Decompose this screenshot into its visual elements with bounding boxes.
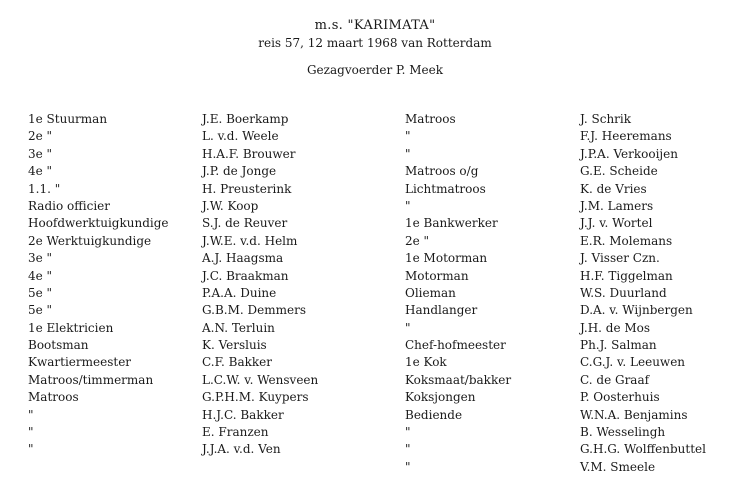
crew-name: C.F. Bakker (202, 355, 273, 370)
crew-name: H.A.F. Brouwer (202, 146, 296, 161)
crew-rank: Motorman (405, 268, 469, 283)
crew-name: F.J. Heeremans (580, 129, 672, 144)
crew-name: J.P. de Jonge (202, 164, 277, 179)
crew-rank: " (405, 320, 411, 335)
crew-name: K. Versluis (202, 338, 267, 353)
crew-rank: 4e " (28, 268, 53, 283)
crew-rank: 1e Stuurman (28, 112, 108, 126)
crew-ranks-right-column (405, 111, 511, 476)
crew-rank: " (405, 198, 411, 213)
crew-name: A.N. Terluin (202, 320, 275, 335)
crew-name: J.P.A. Verkooijen (580, 146, 678, 161)
crew-name: L. v.d. Weele (202, 129, 279, 144)
ship-title: m.s. "KARIMATA" (314, 18, 436, 33)
crew-rank: 5e " (28, 303, 53, 318)
crew-rank: Bootsman (28, 338, 89, 353)
crew-name: K. de Vries (580, 181, 647, 196)
crew-name: C. de Graaf (580, 372, 650, 387)
crew-name: J.W.E. v.d. Helm (202, 233, 298, 248)
crew-rank: 1e Motorman (405, 251, 488, 266)
crew-name: V.M. Smeele (580, 459, 656, 474)
crew-rank: Bediende (405, 407, 463, 422)
crew-name: W.N.A. Benjamins (580, 407, 688, 422)
crew-name: E.R. Molemans (580, 233, 673, 248)
captain-line: Gezagvoerder P. Meek (306, 63, 444, 77)
crew-name: J.C. Braakman (202, 268, 289, 283)
crew-rank: Chef-hofmeester (405, 338, 506, 353)
crew-name: J.J. v. Wortel (580, 216, 653, 231)
crew-rank: Matroos (405, 112, 456, 126)
crew-rank: 2e " (405, 233, 430, 248)
crew-rank: 2e Werktuigkundige (28, 233, 152, 248)
crew-name: W.S. Duurland (580, 285, 667, 300)
crew-rank: Matroos (28, 390, 79, 405)
crew-name: J.J.A. v.d. Ven (202, 442, 281, 457)
crew-rank: Koksjongen (405, 390, 476, 405)
crew-rank: Matroos/timmerman (28, 372, 154, 387)
crew-name: P.A.A. Duine (202, 285, 277, 300)
crew-name: J. Visser Czn. (580, 251, 660, 266)
crew-name: G.P.H.M. Kuypers (202, 390, 309, 405)
voyage-line: reis 57, 12 maart 1968 van Rotterdam (258, 36, 492, 50)
crew-rank: 5e " (28, 285, 53, 300)
crew-name: J.H. de Mos (580, 320, 651, 335)
crew-name: H. Preusterink (202, 181, 292, 196)
crew-rank: " (28, 407, 34, 422)
crew-rank: " (28, 425, 34, 440)
crew-rank: 4e " (28, 164, 53, 179)
crew-rank: " (405, 459, 411, 474)
crew-name: C.G.J. v. Leeuwen (580, 355, 686, 370)
crew-name: H.J.C. Bakker (202, 407, 284, 422)
crew-name: G.E. Scheide (580, 164, 658, 179)
crew-rank: " (405, 146, 411, 161)
crew-rank: Olieman (405, 285, 456, 300)
crew-rank: " (28, 442, 34, 457)
crew-rank: Kwartiermeester (28, 355, 132, 370)
crew-rank: " (405, 129, 411, 144)
crew-name: G.B.M. Demmers (202, 303, 306, 318)
crew-rank: " (405, 425, 411, 440)
crew-name: P. Oosterhuis (580, 390, 660, 405)
crew-name: L.C.W. v. Wensveen (202, 372, 319, 387)
crew-name: J.M. Lamers (580, 198, 654, 213)
crew-rank: 3e " (28, 146, 53, 161)
crew-rank: 2e " (28, 129, 53, 144)
crew-rank: Hoofdwerktuigkundige (28, 216, 169, 231)
crew-name: J.W. Koop (202, 198, 259, 213)
crew-rank: Koksmaat/bakker (405, 372, 512, 387)
crew-name: S.J. de Reuver (202, 216, 288, 231)
crew-rank: Handlanger (405, 303, 478, 318)
crew-name: J. Schrik (580, 112, 632, 126)
crew-name: E. Franzen (202, 425, 269, 440)
crew-rank: 1e Kok (405, 355, 447, 370)
crew-name: B. Wesselingh (580, 425, 666, 440)
crew-name: A.J. Haagsma (202, 251, 284, 266)
crew-name: G.H.G. Wolffenbuttel (580, 442, 706, 457)
crew-rank: 1e Elektricien (28, 320, 114, 335)
crew-ranks-left-column (28, 111, 169, 459)
crew-rank: Radio officier (28, 198, 111, 213)
crew-name: J.E. Boerkamp (202, 112, 289, 126)
crew-rank: 1e Bankwerker (405, 216, 498, 231)
crew-rank: 3e " (28, 251, 53, 266)
crew-rank: Lichtmatroos (405, 181, 486, 196)
crew-name: H.F. Tiggelman (580, 268, 673, 283)
crew-name: D.A. v. Wijnbergen (580, 303, 693, 318)
crew-name: Ph.J. Salman (580, 338, 657, 353)
crew-rank: " (405, 442, 411, 457)
crew-rank: Matroos o/g (405, 164, 479, 179)
crew-names-left-column (202, 111, 318, 459)
crew-names-right-column (580, 111, 706, 476)
crew-rank: 1.1. " (28, 181, 61, 196)
